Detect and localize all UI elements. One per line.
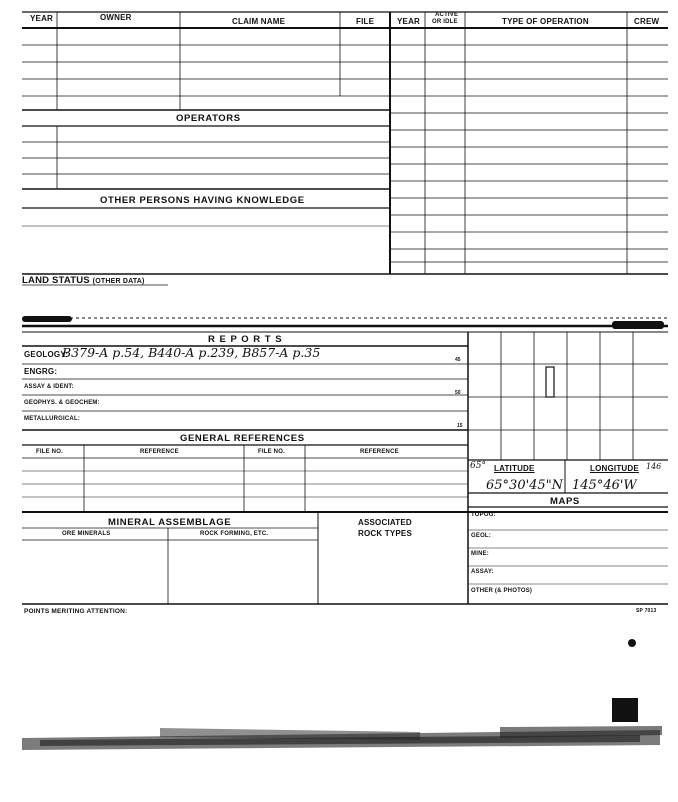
latitude-value: 65°30'45"N	[486, 478, 564, 493]
maps-mine: MINE:	[471, 551, 489, 557]
engrg-label: ENGRG:	[24, 367, 58, 376]
metallurgical-label: METALLURGICAL:	[24, 416, 81, 422]
header-claim-name: CLAIM NAME	[232, 17, 286, 26]
maps-title: MAPS	[550, 496, 580, 507]
gr-col-file-2: FILE NO.	[258, 449, 285, 455]
longitude-suffix: 146	[646, 462, 662, 471]
maps-other: OTHER (& PHOTOS)	[471, 588, 533, 594]
general-references-title: GENERAL REFERENCES	[180, 433, 305, 444]
assay-ident-label: ASSAY & IDENT:	[24, 384, 74, 390]
maps-assay: ASSAY:	[471, 569, 494, 575]
header-active: ACTIVE	[435, 12, 459, 18]
header-year-2: YEAR	[397, 17, 421, 26]
longitude-label: LONGITUDE	[590, 464, 639, 473]
report-num-15: 15	[457, 423, 463, 429]
other-persons-label: OTHER PERSONS HAVING KNOWLEDGE	[100, 195, 305, 206]
header-crew: CREW	[634, 17, 660, 26]
report-num-50: 50	[455, 390, 461, 396]
header-year: YEAR	[30, 14, 54, 23]
operators-label: OPERATORS	[176, 113, 241, 124]
maps-topog: TOPOG:	[471, 512, 496, 518]
mineral-assemblage-title: MINERAL ASSEMBLAGE	[108, 517, 232, 528]
points-meriting-attention: POINTS MERITING ATTENTION:	[24, 608, 128, 615]
associated-label: ASSOCIATED	[358, 518, 412, 527]
lat-prefix: 65°	[470, 461, 486, 471]
ore-minerals-label: ORE MINERALS	[62, 531, 111, 537]
gr-col-reference-1: REFERENCE	[140, 449, 179, 455]
gr-col-file-1: FILE NO.	[36, 449, 63, 455]
rock-types-label: ROCK TYPES	[358, 529, 413, 538]
geophys-label: GEOPHYS. & GEOCHEM:	[24, 400, 100, 406]
header-file: FILE	[356, 17, 375, 26]
gr-col-reference-2: REFERENCE	[360, 449, 399, 455]
header-or-idle: OR IDLE	[432, 19, 458, 25]
scan-noise-band	[22, 726, 662, 750]
geology-value: B379-A p.54, B440-A p.239, B857-A p.35	[62, 345, 321, 360]
rock-forming-label: ROCK FORMING, ETC.	[200, 531, 269, 537]
report-num-45: 45	[455, 357, 461, 363]
latitude-label: LATITUDE	[494, 464, 535, 473]
geology-label: GEOLOGY:	[24, 350, 69, 359]
land-status-label: LAND STATUS (OTHER DATA)	[22, 275, 145, 286]
form-number: SP 7013	[636, 608, 657, 614]
header-owner: OWNER	[100, 13, 132, 22]
longitude-value: 145°46'W	[572, 478, 637, 493]
maps-geol: GEOL:	[471, 533, 491, 539]
reports-title: R E P O R T S	[208, 334, 283, 345]
header-type-of-operation: TYPE OF OPERATION	[502, 17, 589, 26]
land-status-sub: (OTHER DATA)	[92, 278, 145, 285]
